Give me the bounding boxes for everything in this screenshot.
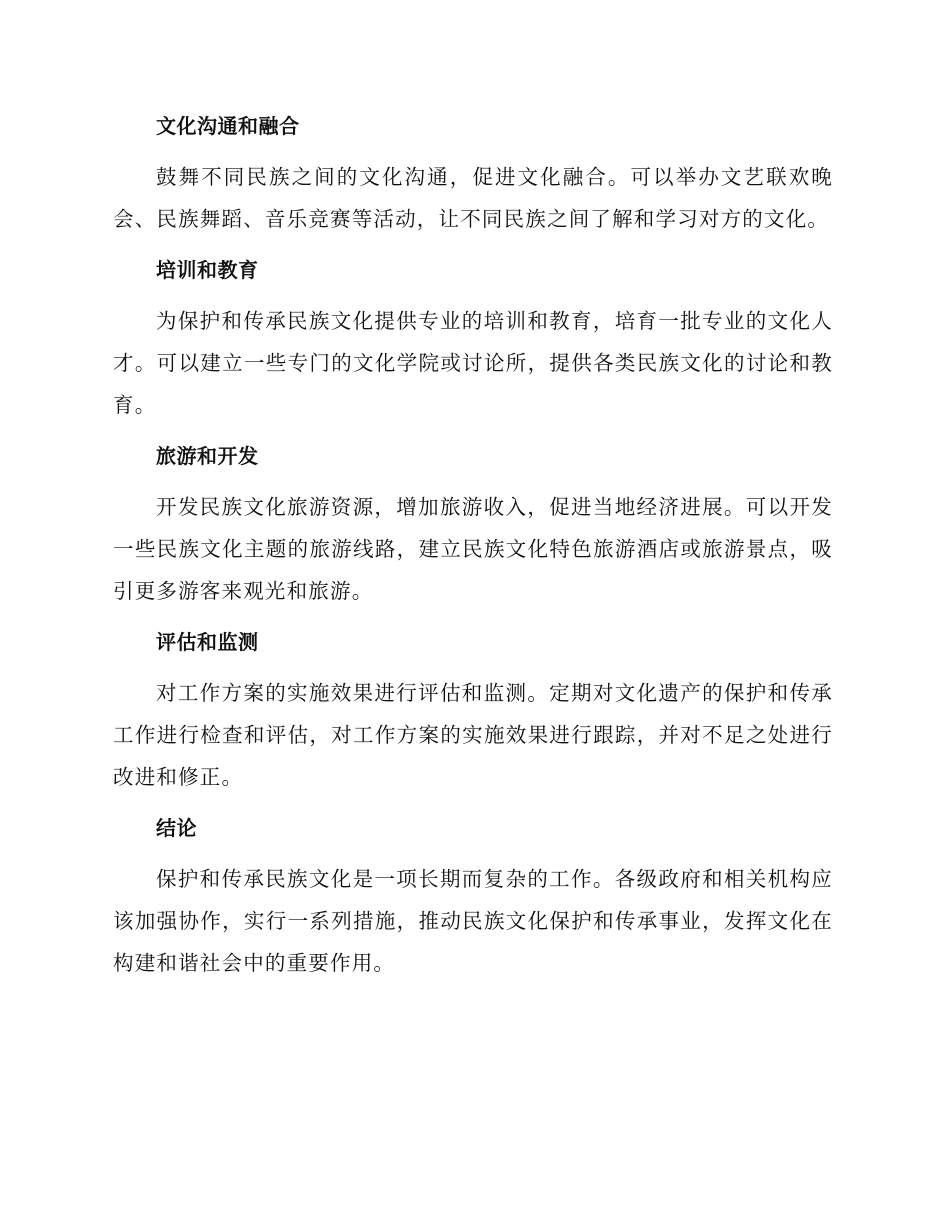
section-tourism-development [113,438,833,612]
section-training-education [113,252,833,426]
section-cultural-exchange [113,108,833,240]
section-heading: 评估和监测 [156,630,259,654]
section-paragraph: 为保护和传承民族文化提供专业的培训和教育，培育一批专业的文化人才。可以建立一些专门的文化学院或讨论所，提供各类民族文化的讨论和教育。 [113,309,833,417]
section-heading: 文化沟通和融合 [156,114,300,138]
section-paragraph: 保护和传承民族文化是一项长期而复杂的工作。各级政府和相关机构应该加强协作，实行一系列措施，推动民族文化保护和传承事业，发挥文化在构建和谐社会中的重要作用。 [113,867,833,975]
section-paragraph: 开发民族文化旅游资源，增加旅游收入，促进当地经济进展。可以开发一些民族文化主题的旅游线路，建立民族文化特色旅游酒店或旅游景点，吸引更多游客来观光和旅游。 [113,495,833,603]
section-paragraph: 鼓舞不同民族之间的文化沟通，促进文化融合。可以举办文艺联欢晚会、民族舞蹈、音乐竞赛等活动，让不同民族之间了解和学习对方的文化。 [113,165,833,231]
document-body [113,108,833,996]
section-heading: 培训和教育 [156,258,259,282]
section-heading: 旅游和开发 [156,444,259,468]
section-heading: 结论 [156,816,197,840]
section-evaluation-monitoring [113,624,833,798]
section-paragraph: 对工作方案的实施效果进行评估和监测。定期对文化遗产的保护和传承工作进行检查和评估，对工作方案的实施效果进行跟踪，并对不足之处进行改进和修正。 [113,681,833,789]
section-conclusion [113,810,833,984]
